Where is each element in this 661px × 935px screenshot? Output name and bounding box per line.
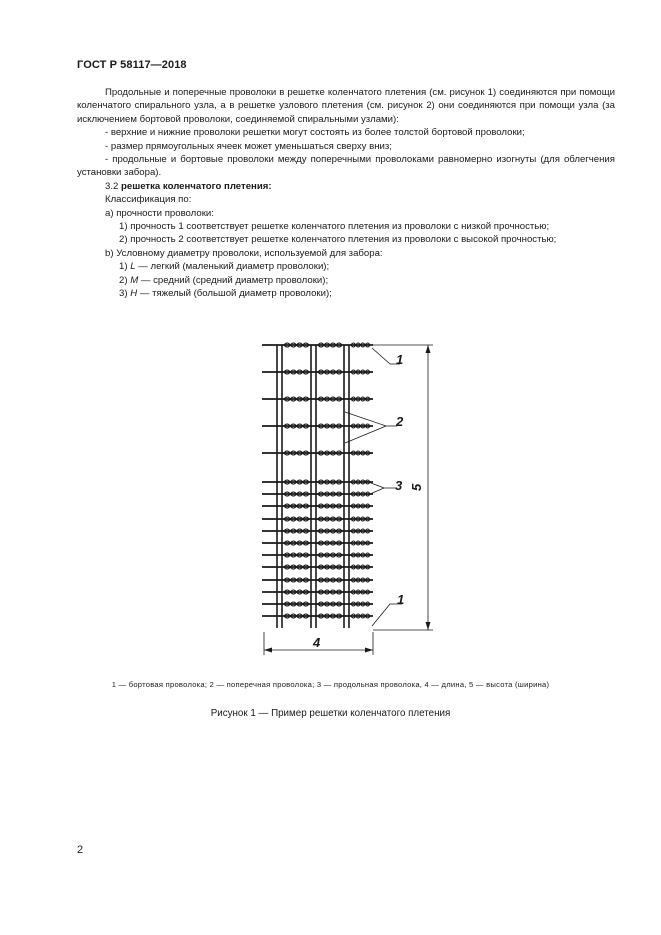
item-a1: 1) прочность 1 соответствует решетке коленчатого плетения из проволоки с низкой прочностью; — [119, 221, 550, 233]
spiral-knot-lower-8-1 — [284, 506, 309, 508]
height-arrow-top — [426, 345, 431, 353]
spiral-knot-10-3 — [351, 529, 370, 531]
spiral-knot-lower-14-1 — [284, 580, 309, 582]
item-a: а) прочности проволоки: — [105, 207, 214, 219]
spiral-knot-9-1 — [284, 517, 309, 519]
spiral-knot-7-1 — [284, 492, 309, 494]
spiral-knot-lower-3-1 — [284, 399, 309, 401]
spiral-knot-2-3 — [351, 370, 370, 372]
leader-transverse-wire-b — [345, 426, 386, 443]
spiral-knot-17-3 — [351, 614, 370, 616]
spiral-knot-8-1 — [284, 504, 309, 506]
item-b1 — [77, 260, 615, 273]
spiral-knot-lower-9-3 — [351, 519, 370, 521]
spiral-knot-lower-2-2 — [318, 372, 342, 374]
spiral-knot-15-1 — [284, 590, 309, 592]
spiral-knot-1-2 — [318, 343, 342, 345]
dimension-lines — [264, 345, 433, 655]
classification-label: Классификация по: — [105, 194, 192, 206]
figure-caption: Рисунок 1 — Пример решетки коленчатого плетения — [210, 708, 451, 719]
item-b3-number: 3) — [119, 288, 128, 300]
spiral-knot-12-3 — [351, 553, 370, 555]
spiral-knot-lower-6-3 — [351, 482, 370, 484]
spiral-knot-lower-16-2 — [318, 604, 342, 606]
spiral-knot-16-3 — [351, 602, 370, 604]
spiral-knot-lower-10-1 — [284, 531, 309, 533]
spiral-knot-lower-12-3 — [351, 555, 370, 557]
callout-5: 5 — [409, 483, 424, 491]
callout-1-bottom: 1 — [397, 592, 405, 607]
leader-edge-wire-bottom — [372, 604, 402, 626]
spiral-knot-14-3 — [351, 578, 370, 580]
spiral-knot-9-3 — [351, 517, 370, 519]
spiral-knot-lower-15-2 — [318, 592, 342, 594]
leader-longitudinal-wire-b — [370, 488, 384, 494]
spiral-knot-12-1 — [284, 553, 309, 555]
leader-transverse-wire-a — [345, 412, 397, 426]
spiral-knot-lower-3-3 — [351, 399, 370, 401]
item-b2-letter: M — [130, 274, 139, 286]
callout-labels — [312, 352, 424, 650]
leader-lines — [345, 348, 405, 626]
spiral-knot-9-2 — [318, 517, 342, 519]
callout-4: 4 — [313, 635, 321, 650]
spiral-knot-lower-13-1 — [284, 567, 309, 569]
spiral-knot-7-2 — [318, 492, 342, 494]
spiral-knot-15-3 — [351, 590, 370, 592]
spiral-knot-4-1 — [284, 424, 309, 426]
spiral-knot-3-2 — [318, 397, 342, 399]
item-b3-text: — тяжелый (большой диаметр проволоки); — [139, 288, 332, 300]
callout-3: 3 — [395, 478, 403, 493]
spiral-knot-lower-7-3 — [351, 494, 370, 496]
spiral-knot-lower-10-3 — [351, 531, 370, 533]
spiral-knot-7-3 — [351, 492, 370, 494]
bullet-bent-wires: - продольные и бортовые проволоки между поперечными проволоками равномерно изогнуты (для облегчения установки забора). — [77, 154, 615, 179]
spiral-knot-1-1 — [284, 343, 309, 345]
spiral-knot-8-2 — [318, 504, 342, 506]
item-b3 — [77, 287, 615, 300]
leader-edge-wire-top — [372, 348, 400, 364]
spiral-knot-6-3 — [351, 480, 370, 482]
spiral-knot-13-3 — [351, 565, 370, 567]
spiral-knot-lower-17-1 — [284, 616, 309, 618]
spiral-knot-lower-1-2 — [318, 345, 342, 347]
leader-longitudinal-wire-a — [363, 480, 395, 488]
spiral-knot-5-1 — [284, 451, 309, 453]
spiral-knot-3-3 — [351, 397, 370, 399]
spiral-knot-lower-8-2 — [318, 506, 342, 508]
spiral-knot-17-2 — [318, 614, 342, 616]
spiral-knot-lower-17-2 — [318, 616, 342, 618]
spiral-knot-lower-5-2 — [318, 453, 342, 455]
item-b2-number: 2) — [119, 274, 128, 286]
spiral-knot-lower-5-3 — [351, 453, 370, 455]
standard-code-header: ГОСТ Р 58117—2018 — [77, 59, 187, 71]
spiral-knot-6-2 — [318, 480, 342, 482]
item-b2-text: — средний (средний диаметр проволоки); — [140, 274, 329, 286]
spiral-knot-lower-12-2 — [318, 555, 342, 557]
section-title: решетка коленчатого плетения: — [121, 180, 272, 192]
spiral-knot-lower-5-1 — [284, 453, 309, 455]
spiral-knot-10-2 — [318, 529, 342, 531]
spiral-knot-14-1 — [284, 578, 309, 580]
spiral-knot-5-2 — [318, 451, 342, 453]
section-number: 3.2 — [105, 180, 119, 192]
spiral-knot-12-2 — [318, 553, 342, 555]
spiral-knot-lower-1-3 — [351, 345, 370, 347]
spiral-knot-lower-7-1 — [284, 494, 309, 496]
spiral-knot-10-1 — [284, 529, 309, 531]
spiral-knot-lower-16-1 — [284, 604, 309, 606]
spiral-knot-lower-11-3 — [351, 543, 370, 545]
spiral-knot-lower-13-3 — [351, 567, 370, 569]
item-b: b) Условному диаметру проволоки, используемой для забора: — [105, 247, 383, 259]
spiral-knot-4-2 — [318, 424, 342, 426]
spiral-knot-lower-11-1 — [284, 543, 309, 545]
spiral-knot-lower-1-1 — [284, 345, 309, 347]
item-b1-letter: L — [130, 261, 136, 273]
length-arrow-right — [365, 648, 373, 653]
spiral-knot-3-1 — [284, 397, 309, 399]
spiral-knot-lower-14-3 — [351, 580, 370, 582]
spiral-knot-11-2 — [318, 541, 342, 543]
spiral-knot-16-2 — [318, 602, 342, 604]
section-heading — [77, 180, 615, 193]
spiral-knot-lower-15-1 — [284, 592, 309, 594]
item-b1-number: 1) — [119, 261, 128, 273]
spiral-knot-lower-8-3 — [351, 506, 370, 508]
spiral-knot-lower-11-2 — [318, 543, 342, 545]
spiral-knot-lower-10-2 — [318, 531, 342, 533]
spiral-knot-13-1 — [284, 565, 309, 567]
spiral-knot-16-1 — [284, 602, 309, 604]
spiral-knot-lower-15-3 — [351, 592, 370, 594]
spiral-knot-lower-4-1 — [284, 426, 309, 428]
bullet-mesh-size: - размер прямоугольных ячеек может уменьшаться сверху вниз; — [105, 140, 392, 152]
page-number: 2 — [77, 844, 84, 856]
spiral-knot-17-1 — [284, 614, 309, 616]
spiral-knot-lower-2-3 — [351, 372, 370, 374]
height-arrow-bottom — [426, 622, 431, 630]
spiral-knot-6-1 — [284, 480, 309, 482]
spiral-knot-4-3 — [351, 424, 370, 426]
spiral-knot-lower-17-3 — [351, 616, 370, 618]
item-b3-letter: H — [130, 288, 138, 300]
spiral-knot-lower-12-1 — [284, 555, 309, 557]
item-b1-text: — легкий (маленький диаметр проволоки); — [138, 261, 330, 273]
spiral-knot-2-1 — [284, 370, 309, 372]
spiral-knot-lower-16-3 — [351, 604, 370, 606]
spiral-knot-11-3 — [351, 541, 370, 543]
spiral-knot-lower-6-1 — [284, 482, 309, 484]
document-body — [77, 86, 615, 301]
spiral-knot-lower-9-1 — [284, 519, 309, 521]
intro-paragraph: Продольные и поперечные проволоки в решетке коленчатого плетения (см. рисунок 1) соединяются при помощи коленчатого спирального узла, а в решетке узлового плетения (см. рисунок 2) они соединяются при помощи узла (за исключением бортовой проволоки, соединяемой спиральными узлами): — [77, 87, 615, 125]
spiral-knot-lower-9-2 — [318, 519, 342, 521]
spiral-knot-5-3 — [351, 451, 370, 453]
spiral-knot-14-2 — [318, 578, 342, 580]
figure-legend: 1 — бортовая проволока; 2 — поперечная проволока; 3 — продольная проволока, 4 — длина, 5 — высота (ширина) — [111, 680, 550, 689]
spiral-knot-11-1 — [284, 541, 309, 543]
spiral-knot-lower-14-2 — [318, 580, 342, 582]
bullet-edge-wires: - верхние и нижние проволоки решетки могут состоять из более толстой бортовой проволоки; — [105, 127, 525, 139]
spiral-knot-lower-7-2 — [318, 494, 342, 496]
spiral-knot-lower-3-2 — [318, 399, 342, 401]
item-a2: 2) прочность 2 соответствует решетке коленчатого плетения из проволоки с высокой прочностью; — [119, 234, 557, 246]
mesh-drawing — [262, 343, 373, 628]
spiral-knot-lower-4-3 — [351, 426, 370, 428]
spiral-knot-lower-4-2 — [318, 426, 342, 428]
item-b2 — [77, 274, 615, 287]
spiral-knot-lower-2-1 — [284, 372, 309, 374]
spiral-knot-2-2 — [318, 370, 342, 372]
spiral-knot-8-3 — [351, 504, 370, 506]
spiral-knot-15-2 — [318, 590, 342, 592]
spiral-knot-lower-13-2 — [318, 567, 342, 569]
callout-1-top: 1 — [396, 352, 404, 367]
spiral-knot-1-3 — [351, 343, 370, 345]
callout-2: 2 — [396, 414, 404, 429]
length-arrow-left — [264, 648, 272, 653]
spiral-knot-13-2 — [318, 565, 342, 567]
spiral-knot-lower-6-2 — [318, 482, 342, 484]
